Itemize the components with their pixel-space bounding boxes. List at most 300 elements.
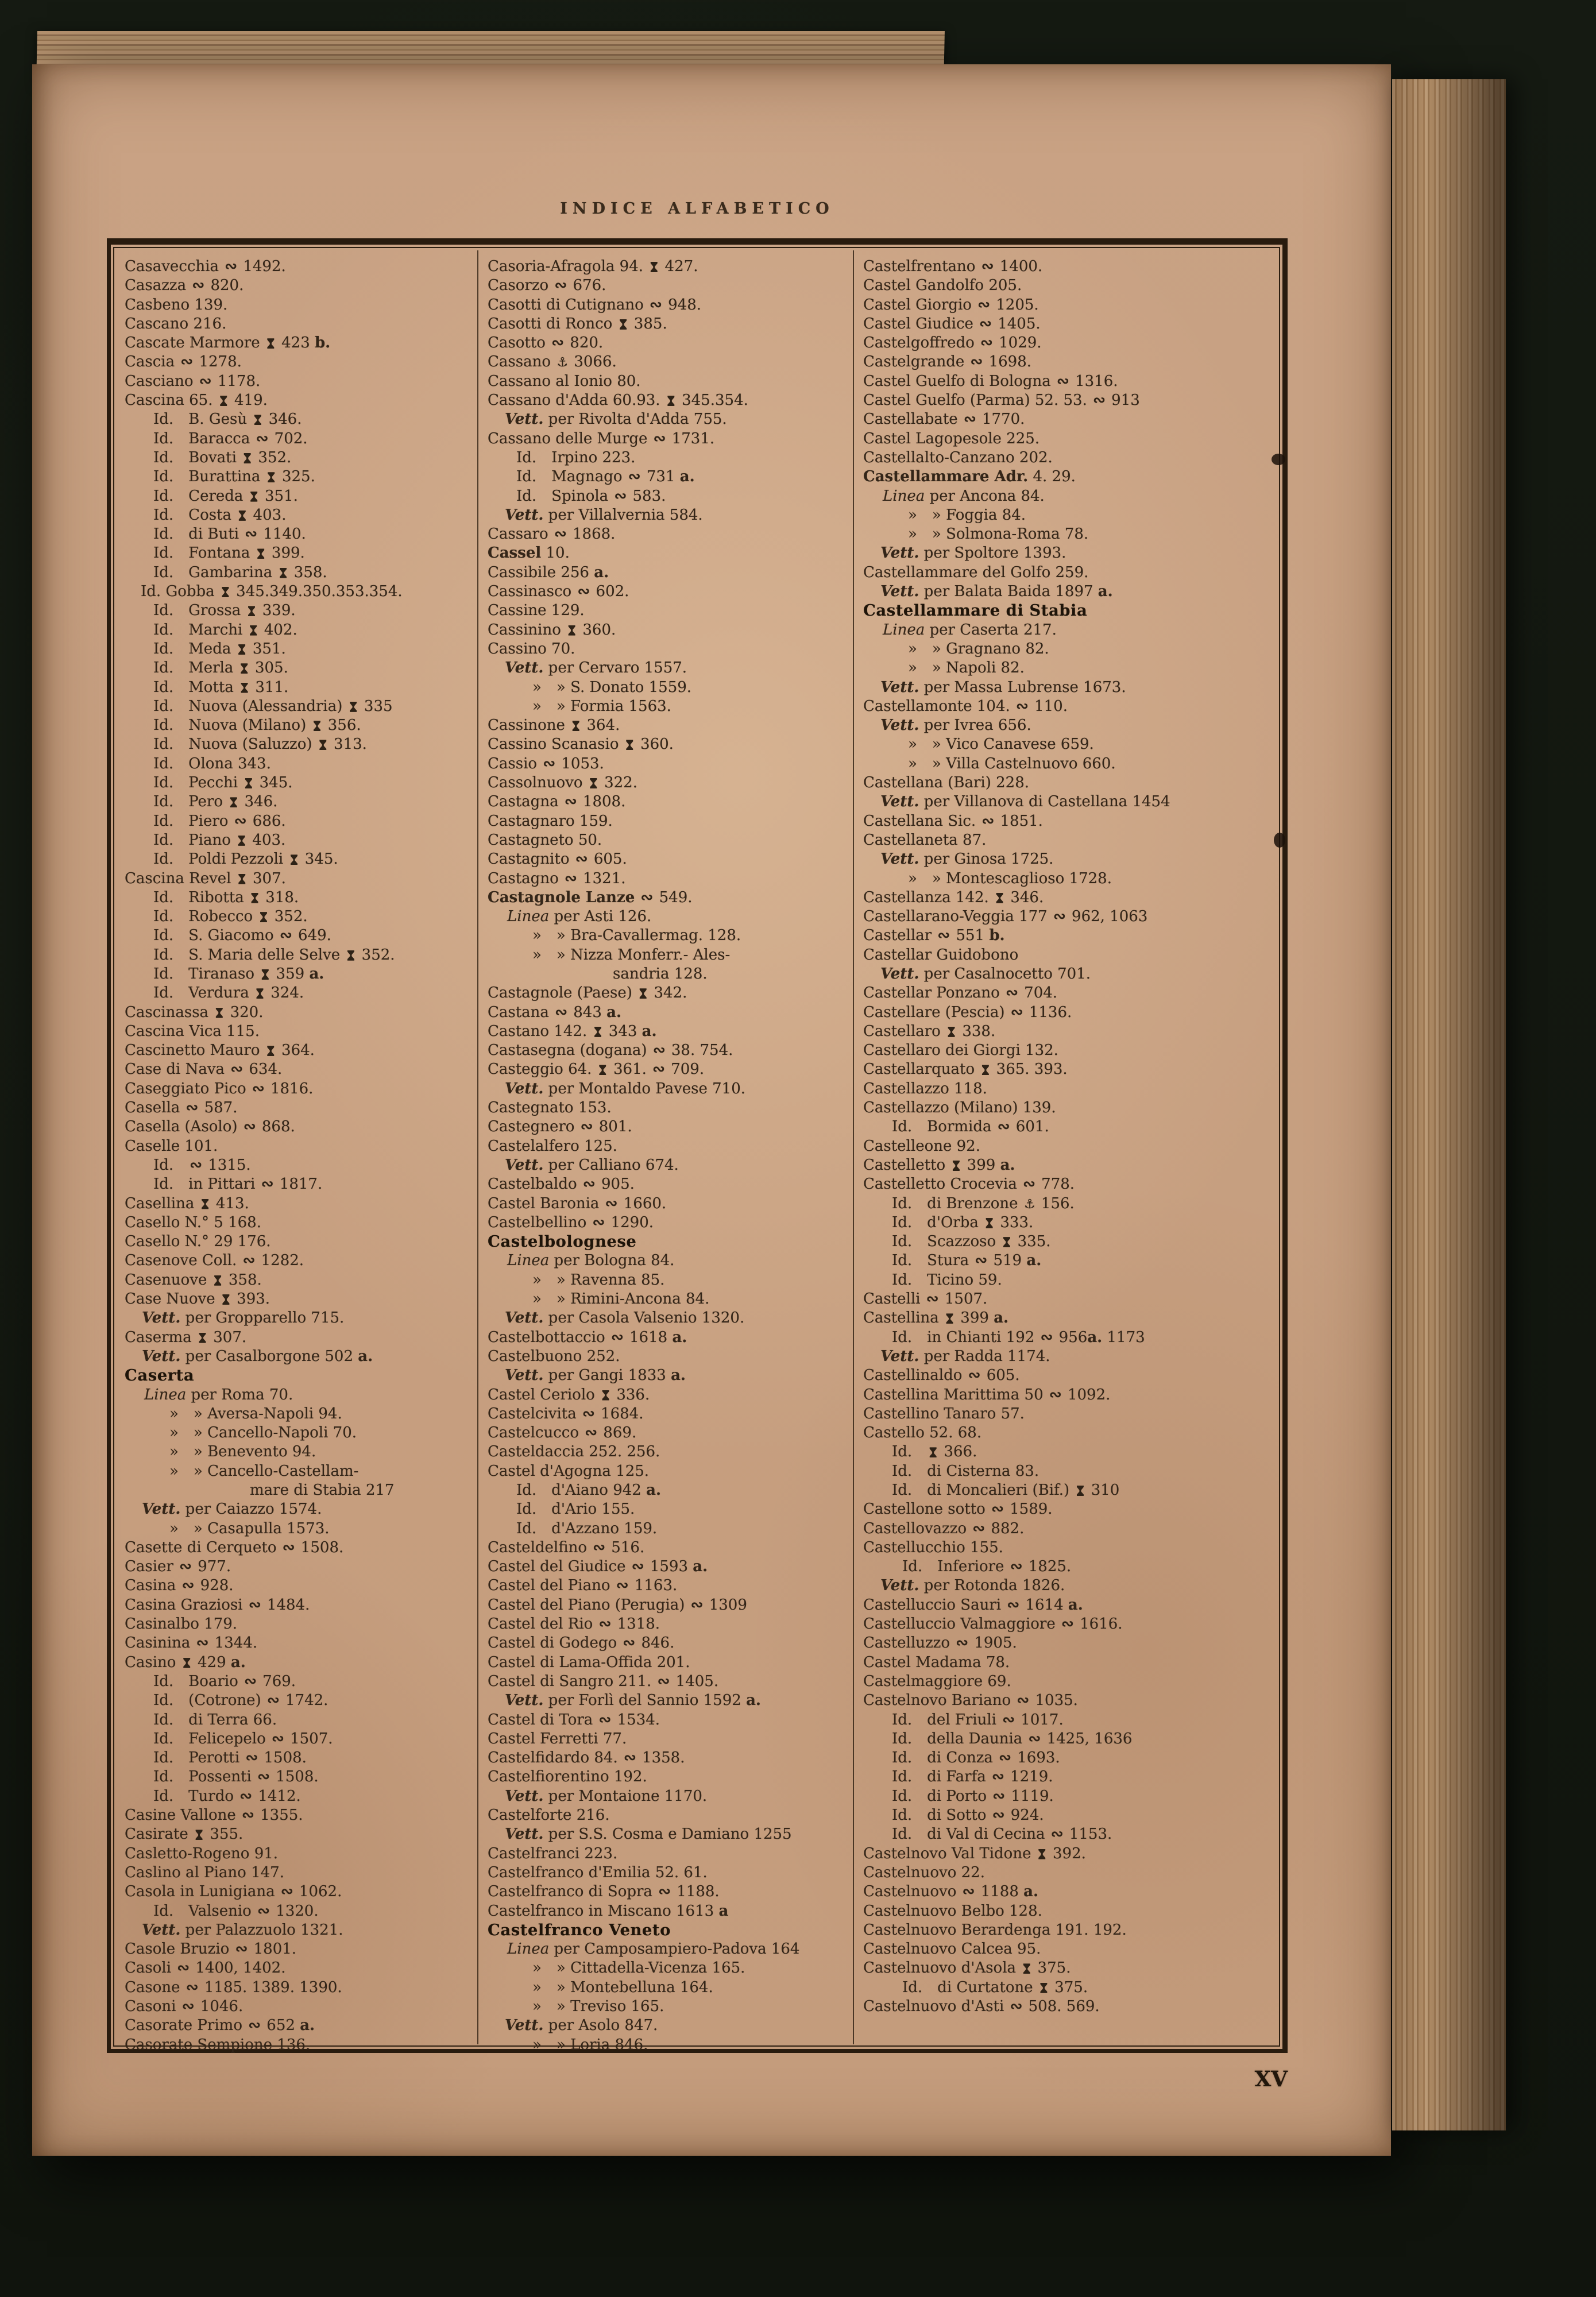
index-line: Castellar Ponzano ∾ 704. <box>863 984 1058 1002</box>
index-line: Id. di Cisterna 83. <box>892 1462 1039 1480</box>
index-line: Id. d'Orba 333. <box>892 1213 1034 1231</box>
index-line: Castel di Godego ∾ 846. <box>488 1634 675 1652</box>
index-line: Castasegna (dogana) ∾ 38. 754. <box>488 1042 733 1059</box>
coach-service-icon: ∾ <box>575 850 588 868</box>
coach-service-icon: ∾ <box>252 1080 265 1097</box>
index-line: Id. Felicepelo ∾ 1507. <box>153 1730 333 1747</box>
index-line: Castel Madama 78. <box>863 1653 1010 1671</box>
index-line: Cassano al Ionio 80. <box>488 372 641 390</box>
coach-service-icon: ∾ <box>992 1768 1004 1786</box>
index-line: Id. Spinola ∾ 583. <box>516 487 666 505</box>
telegraph-tramway-icon <box>238 644 246 655</box>
telegraph-tramway-icon <box>215 1008 223 1018</box>
coach-service-icon: ∾ <box>1040 1328 1053 1346</box>
index-line: Id. di Conza ∾ 1693. <box>892 1749 1060 1767</box>
coach-service-icon: ∾ <box>272 1730 284 1747</box>
coach-service-icon: ∾ <box>616 1577 629 1595</box>
coach-service-icon: ∾ <box>1010 1003 1023 1021</box>
telegraph-tramway-icon <box>261 969 269 980</box>
index-line: Cassino 70. <box>488 640 575 658</box>
coach-service-icon: ∾ <box>610 1328 624 1346</box>
coach-service-icon: ∾ <box>1057 372 1069 390</box>
index-line: Castelletto Crocevia ∾ 778. <box>863 1175 1075 1193</box>
telegraph-tramway-icon <box>568 625 575 636</box>
index-line: Castagna ∾ 1808. <box>488 793 626 811</box>
index-line: Cassinino 360. <box>488 621 616 639</box>
telegraph-tramway-icon <box>952 1161 960 1171</box>
index-line: Id. Possenti ∾ 1508. <box>153 1768 319 1786</box>
coach-service-icon: ∾ <box>1049 1386 1062 1403</box>
coach-service-icon: ∾ <box>230 1061 244 1078</box>
index-line: » » Solmona-Roma 78. <box>908 525 1089 543</box>
index-line: Cascina Revel 307. <box>125 869 286 887</box>
coach-service-icon: ∾ <box>551 334 565 352</box>
coach-service-icon: ∾ <box>181 1998 195 2016</box>
coach-service-icon: ∾ <box>242 1252 256 1270</box>
index-entry-heading: Castellammare di Stabia <box>863 601 1088 620</box>
index-line: Castel del Piano (Perugia) ∾ 1309 <box>488 1596 747 1614</box>
index-line: Castagno ∾ 1321. <box>488 869 626 887</box>
index-line: Cascina Vica 115. <box>125 1022 260 1040</box>
index-line: Cassinasco ∾ 602. <box>488 583 629 601</box>
index-line: Id. Grossa 339. <box>153 602 296 620</box>
index-line: Id. Bormida ∾ 601. <box>892 1118 1049 1136</box>
index-entry-heading: Castelbolognese <box>488 1232 637 1251</box>
coach-service-icon: ∾ <box>593 1538 606 1556</box>
coach-service-icon: ∾ <box>926 1290 939 1308</box>
coach-service-icon: ∾ <box>248 1596 261 1614</box>
index-line: Castagnaro 159. <box>488 812 613 830</box>
index-line: Linea per Caserta 217. <box>883 621 1057 639</box>
ink-smudge <box>1272 454 1285 465</box>
coach-service-icon: ∾ <box>199 372 212 390</box>
index-line: Castelfiorentino 192. <box>488 1768 647 1786</box>
index-line: Casbeno 139. <box>125 296 228 314</box>
coach-service-icon: ∾ <box>257 1902 270 1920</box>
telegraph-tramway-icon <box>222 1294 230 1305</box>
index-line: Id. Marchi 402. <box>153 621 297 639</box>
index-line: Id. d'Azzano 159. <box>516 1519 658 1537</box>
index-line: Castellaneta 87. <box>863 831 987 849</box>
index-line: Id. Irpino 223. <box>516 448 636 466</box>
coach-service-icon: ∾ <box>962 1883 975 1901</box>
telegraph-tramway-icon <box>314 721 321 731</box>
coach-service-icon: ∾ <box>257 1768 270 1786</box>
telegraph-tramway-icon <box>1023 1963 1030 1974</box>
index-line: sandria 128. <box>613 965 708 983</box>
index-line: » » Napoli 82. <box>908 659 1025 677</box>
index-line: Id. Boario ∾ 769. <box>153 1672 296 1690</box>
index-line: Id. in Pittari ∾ 1817. <box>153 1175 323 1193</box>
index-entry-heading: Caserta <box>125 1366 195 1385</box>
index-line: Id. Nuova (Alessandria) 335 <box>153 697 393 715</box>
index-line: Castel di Lama-Offida 201. <box>488 1653 690 1671</box>
index-line: Id. Stura ∾ 519 a. <box>892 1252 1042 1270</box>
steamboat-anchor-icon: ⚓ <box>557 355 569 370</box>
index-line: Castellarquato 365. 393. <box>863 1061 1068 1078</box>
index-line: Castellammare Adr. 4. 29. <box>863 468 1076 486</box>
index-line: Linea per Asti 126. <box>507 908 652 926</box>
index-line: Vett. per Casola Valsenio 1320. <box>505 1309 745 1327</box>
telegraph-tramway-icon <box>245 778 252 788</box>
index-line: Id. Nuova (Saluzzo) 313. <box>153 736 367 753</box>
index-line: Castelnuovo Belbo 128. <box>863 1902 1042 1920</box>
index-line: Id. di Buti ∾ 1140. <box>153 525 306 543</box>
coach-service-icon: ∾ <box>614 487 627 505</box>
index-line: Id. 366. <box>892 1443 977 1461</box>
index-line: Castel Ferretti 77. <box>488 1730 627 1747</box>
ink-smudge <box>1274 833 1285 848</box>
coach-service-icon: ∾ <box>543 755 556 772</box>
telegraph-tramway-icon <box>250 492 258 502</box>
index-line: Casella (Asolo) ∾ 868. <box>125 1118 295 1136</box>
telegraph-tramway-icon <box>639 988 647 999</box>
index-line: » » Vico Canavese 659. <box>908 736 1094 753</box>
coach-service-icon: ∾ <box>585 1424 598 1442</box>
index-line: Vett. per Rotonda 1826. <box>880 1577 1065 1595</box>
index-line: Castelforte 216. <box>488 1807 610 1824</box>
index-line: Id. in Chianti 192 ∾ 956a. 1173 <box>892 1328 1145 1346</box>
index-line: Castellana Sic. ∾ 1851. <box>863 812 1043 830</box>
index-line: Casotti di Cutignano ∾ 948. <box>488 296 701 314</box>
coach-service-icon: ∾ <box>628 468 641 486</box>
index-line: Casorzo ∾ 676. <box>488 277 606 295</box>
telegraph-tramway-icon <box>222 587 229 597</box>
index-line: Cassano delle Murge ∾ 1731. <box>488 430 715 447</box>
index-line: Case di Nava ∾ 634. <box>125 1061 283 1078</box>
coach-service-icon: ∾ <box>658 1883 671 1901</box>
coach-service-icon: ∾ <box>980 334 993 352</box>
telegraph-tramway-icon <box>238 874 246 884</box>
index-line: Id. Robecco 352. <box>153 908 308 926</box>
index-line: Castellina Marittima 50 ∾ 1092. <box>863 1386 1111 1403</box>
index-line: Castelnuovo Calcea 95. <box>863 1940 1041 1958</box>
index-line: Castel Guelfo di Bologna ∾ 1316. <box>863 372 1118 390</box>
telegraph-tramway-icon <box>280 568 287 578</box>
index-line: Cascinetto Mauro 364. <box>125 1042 315 1059</box>
index-line: Casenuove 358. <box>125 1271 262 1289</box>
book-page <box>32 64 1391 2156</box>
index-line: Id. Poldi Pezzoli 345. <box>153 850 338 868</box>
index-line: Castelbottaccio ∾ 1618 a. <box>488 1328 687 1346</box>
telegraph-tramway-icon <box>241 663 248 674</box>
coach-service-icon: ∾ <box>1017 1692 1030 1710</box>
index-line: Castelleone 92. <box>863 1137 980 1155</box>
index-line: Cassaro ∾ 1868. <box>488 525 616 543</box>
index-line: Vett. per Gangi 1833 a. <box>505 1367 686 1385</box>
index-column-3 <box>853 250 1278 2044</box>
index-line: Casellina 413. <box>125 1194 249 1212</box>
coach-service-icon: ∾ <box>972 1519 986 1537</box>
index-line: Castel d'Agogna 125. <box>488 1462 650 1480</box>
index-line: Cassibile 256 a. <box>488 563 609 581</box>
index-line: Castelli ∾ 1507. <box>863 1290 988 1308</box>
index-line: Castelnuovo Berardenga 191. 192. <box>863 1921 1127 1939</box>
coach-service-icon: ∾ <box>963 411 976 428</box>
telegraph-tramway-icon <box>626 740 633 750</box>
index-line: Castelalfero 125. <box>488 1137 617 1155</box>
coach-service-icon: ∾ <box>190 1156 202 1174</box>
index-line: Case Nuove 393. <box>125 1290 270 1308</box>
index-line: Id. Piano 403. <box>153 831 286 849</box>
telegraph-tramway-icon <box>1003 1237 1010 1247</box>
telegraph-tramway-icon <box>650 262 658 272</box>
index-line: Cassolnuovo 322. <box>488 774 637 792</box>
coach-service-icon: ∾ <box>657 1672 670 1690</box>
index-line: » » Foggia 84. <box>908 506 1026 524</box>
telegraph-tramway-icon <box>981 1065 989 1075</box>
index-line: Castel Giudice ∾ 1405. <box>863 315 1041 332</box>
index-line: Casello N.° 29 176. <box>125 1233 271 1251</box>
index-line: Castegnero ∾ 801. <box>488 1118 632 1136</box>
telegraph-tramway-icon <box>195 1830 203 1840</box>
index-line: Castel Gandolfo 205. <box>863 277 1022 295</box>
coach-service-icon: ∾ <box>242 1807 254 1824</box>
index-line: Castello 52. 68. <box>863 1424 982 1442</box>
index-line: Linea per Roma 70. <box>144 1386 293 1403</box>
coach-service-icon: ∾ <box>999 1749 1011 1767</box>
index-line: Id. (Cotrone) ∾ 1742. <box>153 1692 329 1710</box>
index-line: Castelnuovo d'Asola 375. <box>863 1959 1071 1977</box>
coach-service-icon: ∾ <box>977 296 990 314</box>
coach-service-icon: ∾ <box>623 1749 636 1767</box>
index-line: Casole Bruzio ∾ 1801. <box>125 1940 297 1958</box>
telegraph-tramway-icon <box>244 453 251 463</box>
index-line: Castel Baronia ∾ 1660. <box>488 1194 667 1212</box>
index-line: Casette di Cerqueto ∾ 1508. <box>125 1538 344 1556</box>
coach-service-icon: ∾ <box>279 927 292 945</box>
coach-service-icon: ∾ <box>981 258 994 275</box>
telegraph-tramway-icon <box>572 721 579 731</box>
coach-service-icon: ∾ <box>234 812 247 830</box>
telegraph-tramway-icon <box>946 1313 953 1324</box>
coach-service-icon: ∾ <box>640 888 654 906</box>
coach-service-icon: ∾ <box>979 315 992 332</box>
index-line: Id. della Daunia ∾ 1425, 1636 <box>892 1730 1133 1747</box>
telegraph-tramway-icon <box>599 1065 606 1075</box>
index-line: » » Gragnano 82. <box>908 640 1049 658</box>
index-line: Casteldaccia 252. 256. <box>488 1443 660 1461</box>
index-line: Id. Baracca ∾ 702. <box>153 430 308 447</box>
coach-service-icon: ∾ <box>582 1175 596 1193</box>
telegraph-tramway-icon <box>260 912 267 922</box>
telegraph-tramway-icon <box>238 836 245 846</box>
coach-service-icon: ∾ <box>1028 1730 1041 1747</box>
index-line: Castel Giorgio ∾ 1205. <box>863 296 1039 314</box>
coach-service-icon: ∾ <box>1053 908 1066 926</box>
telegraph-tramway-icon <box>590 778 597 788</box>
index-line: Linea per Bologna 84. <box>507 1252 675 1270</box>
index-line: Cassine 129. <box>488 602 585 620</box>
index-line: Castelmaggiore 69. <box>863 1672 1011 1690</box>
coach-service-icon: ∾ <box>652 1061 665 1078</box>
index-line: Vett. per Rivolta d'Adda 755. <box>505 411 727 428</box>
index-line: Id. Scazzoso 335. <box>892 1233 1051 1251</box>
index-line: Vett. per Spoltore 1393. <box>880 544 1066 562</box>
index-line: Castelfranci 223. <box>488 1844 618 1862</box>
index-line: Id. Olona 343. <box>153 755 271 772</box>
index-line: Castellamonte 104. ∾ 110. <box>863 697 1068 715</box>
index-line: Casina ∾ 928. <box>125 1577 234 1595</box>
index-line: Id. Fontana 399. <box>153 544 305 562</box>
telegraph-tramway-icon <box>1076 1486 1084 1496</box>
index-line: Casoria-Afragola 94. 427. <box>488 258 698 275</box>
index-line: Vett. per Cervaro 1557. <box>505 659 687 677</box>
coach-service-icon: ∾ <box>245 1749 258 1767</box>
index-line: Castellone sotto ∾ 1589. <box>863 1501 1053 1518</box>
index-line: Castelnuovo 22. <box>863 1863 985 1881</box>
coach-service-icon: ∾ <box>181 1577 195 1595</box>
index-line: Cassel 10. <box>488 544 570 562</box>
index-line: Castel di Tora ∾ 1534. <box>488 1711 660 1728</box>
coach-service-icon: ∾ <box>239 1787 253 1805</box>
index-line: Castellaro 338. <box>863 1022 996 1040</box>
index-line: » » Rimini-Ancona 84. <box>532 1290 710 1308</box>
index-line: Caserma 307. <box>125 1328 247 1346</box>
index-line: Castellino Tanaro 57. <box>863 1405 1025 1422</box>
index-line: Castelletto 399 a. <box>863 1156 1015 1174</box>
index-line: » » Casapulla 1573. <box>169 1519 330 1537</box>
telegraph-tramway-icon <box>1038 1849 1046 1859</box>
telegraph-tramway-icon <box>319 740 327 750</box>
telegraph-tramway-icon <box>220 396 227 406</box>
coach-service-icon: ∾ <box>991 1501 1004 1518</box>
coach-service-icon: ∾ <box>981 812 995 830</box>
telegraph-tramway-icon <box>256 988 264 999</box>
index-line: Castellovazzo ∾ 882. <box>863 1519 1025 1537</box>
index-line: Id. Cereda 351. <box>153 487 298 505</box>
index-line: » » Bra-Cavallermag. 128. <box>532 927 741 945</box>
index-line: Id. di Farfa ∾ 1219. <box>892 1768 1053 1786</box>
coach-service-icon: ∾ <box>1006 984 1018 1002</box>
index-line: Id. Bovati 352. <box>153 448 292 466</box>
index-line: Id. Ticino 59. <box>892 1271 1002 1289</box>
coach-service-icon: ∾ <box>180 353 194 371</box>
index-line: Castelluccio Valmaggiore ∾ 1616. <box>863 1615 1123 1633</box>
coach-service-icon: ∾ <box>1010 1558 1023 1576</box>
coach-service-icon: ∾ <box>179 1558 192 1576</box>
index-line: Id. di Brenzone ⚓ 156. <box>892 1194 1075 1212</box>
coach-service-icon: ∾ <box>244 1672 257 1690</box>
coach-service-icon: ∾ <box>245 525 258 543</box>
telegraph-tramway-icon <box>257 548 265 559</box>
index-line: Id. S. Giacomo ∾ 649. <box>153 927 331 945</box>
coach-service-icon: ∾ <box>1061 1615 1074 1633</box>
telegraph-tramway-icon <box>1040 1983 1048 1993</box>
coach-service-icon: ∾ <box>577 583 590 601</box>
coach-service-icon: ∾ <box>266 1692 280 1710</box>
index-line: Castel Lagopesole 225. <box>863 430 1040 447</box>
index-line: mare di Stabia 217 <box>250 1482 395 1499</box>
index-line: Id. ∾ 1315. <box>153 1156 251 1174</box>
index-line: Id. Inferiore ∾ 1825. <box>902 1558 1072 1576</box>
index-line: Castelcivita ∾ 1684. <box>488 1405 644 1422</box>
index-line: Castelfranco in Miscano 1613 a <box>488 1902 729 1920</box>
coach-service-icon: ∾ <box>1050 1826 1064 1843</box>
telegraph-tramway-icon <box>929 1447 937 1457</box>
index-line: Casine Vallone ∾ 1355. <box>125 1807 303 1824</box>
telegraph-tramway-icon <box>948 1027 955 1037</box>
index-column-1 <box>115 250 477 2054</box>
index-line: Vett. per Montaldo Pavese 710. <box>505 1080 746 1097</box>
coach-service-icon: ∾ <box>592 1213 605 1231</box>
index-line: » » Ravenna 85. <box>532 1271 665 1289</box>
coach-service-icon: ∾ <box>690 1596 704 1614</box>
telegraph-tramway-icon <box>250 625 257 636</box>
coach-service-icon: ∾ <box>598 1711 612 1728</box>
telegraph-tramway-icon <box>267 338 275 349</box>
index-line: Casazza ∾ 820. <box>125 277 244 295</box>
index-line: Id. del Friuli ∾ 1017. <box>892 1711 1064 1728</box>
index-line: Id. d'Aiano 942 a. <box>516 1482 662 1499</box>
index-line: Vett. per Casalborgone 502 a. <box>142 1347 373 1365</box>
coach-service-icon: ∾ <box>282 1538 295 1556</box>
index-line: Id. Costa 403. <box>153 506 287 524</box>
index-line: Casinina ∾ 1344. <box>125 1634 258 1652</box>
index-line: Casenove Coll. ∾ 1282. <box>125 1252 304 1270</box>
telegraph-tramway-icon <box>238 511 246 521</box>
coach-service-icon: ∾ <box>196 1634 209 1652</box>
index-frame <box>107 238 1288 2053</box>
index-line: Vett. per Calliano 674. <box>505 1156 679 1174</box>
index-line: » » Montescaglioso 1728. <box>908 869 1112 887</box>
index-line: Id. Gambarina 358. <box>153 563 327 581</box>
index-line: Castelfranco di Sopra ∾ 1188. <box>488 1883 720 1901</box>
index-line: Casino 429 a. <box>125 1653 246 1671</box>
index-line: Castelbaldo ∾ 905. <box>488 1175 635 1193</box>
index-line: Casoli ∾ 1400, 1402. <box>125 1959 286 1977</box>
index-line: Cascate Marmore 423 b. <box>125 334 331 352</box>
index-line: Vett. per Gropparello 715. <box>142 1309 345 1327</box>
coach-service-icon: ∾ <box>243 1118 256 1136</box>
index-line: Casello N.° 5 168. <box>125 1213 261 1231</box>
coach-service-icon: ∾ <box>605 1194 618 1212</box>
index-line: Castellalto-Canzano 202. <box>863 448 1053 466</box>
steamboat-anchor-icon: ⚓ <box>1023 1196 1035 1212</box>
index-line: Castel Guelfo (Parma) 52. 53. ∾ 913 <box>863 392 1140 409</box>
index-line: Id. Gobba 345.349.350.353.354. <box>141 583 403 601</box>
index-line: Castellinaldo ∾ 605. <box>863 1367 1020 1385</box>
coach-service-icon: ∾ <box>582 1405 595 1422</box>
index-line: Caselle 101. <box>125 1137 218 1155</box>
index-line: Castellucchio 155. <box>863 1538 1003 1556</box>
index-line: Casina Graziosi ∾ 1484. <box>125 1596 310 1614</box>
index-line: Vett. per Caiazzo 1574. <box>142 1501 322 1518</box>
index-line: Id. Turdo ∾ 1412. <box>153 1787 301 1805</box>
index-line: Castel Ceriolo 336. <box>488 1386 650 1403</box>
index-line: » » Cancello-Castellam- <box>169 1462 359 1480</box>
index-line: Cassano ⚓ 3066. <box>488 353 617 371</box>
index-line: Castellar Guidobono <box>863 946 1019 964</box>
coach-service-icon: ∾ <box>992 1787 1006 1805</box>
index-line: Id. di Curtatone 375. <box>902 1978 1088 1996</box>
index-line: Cascano 216. <box>125 315 227 332</box>
coach-service-icon: ∾ <box>1007 1596 1020 1614</box>
coach-service-icon: ∾ <box>997 1118 1010 1136</box>
coach-service-icon: ∾ <box>598 1615 612 1633</box>
telegraph-tramway-icon <box>251 893 258 903</box>
index-line: Id. Meda 351. <box>153 640 286 658</box>
index-line: Casletto-Rogeno 91. <box>125 1844 279 1862</box>
telegraph-tramway-icon <box>202 1199 209 1209</box>
page-number: XV <box>1254 2066 1288 2091</box>
index-line: » » Cancello-Napoli 70. <box>169 1424 357 1442</box>
coach-service-icon: ∾ <box>280 1883 293 1901</box>
index-line: Id. Burattina 325. <box>153 468 315 486</box>
telegraph-tramway-icon <box>602 1390 609 1401</box>
telegraph-tramway-icon <box>214 1275 222 1286</box>
coach-service-icon: ∾ <box>975 1252 988 1270</box>
